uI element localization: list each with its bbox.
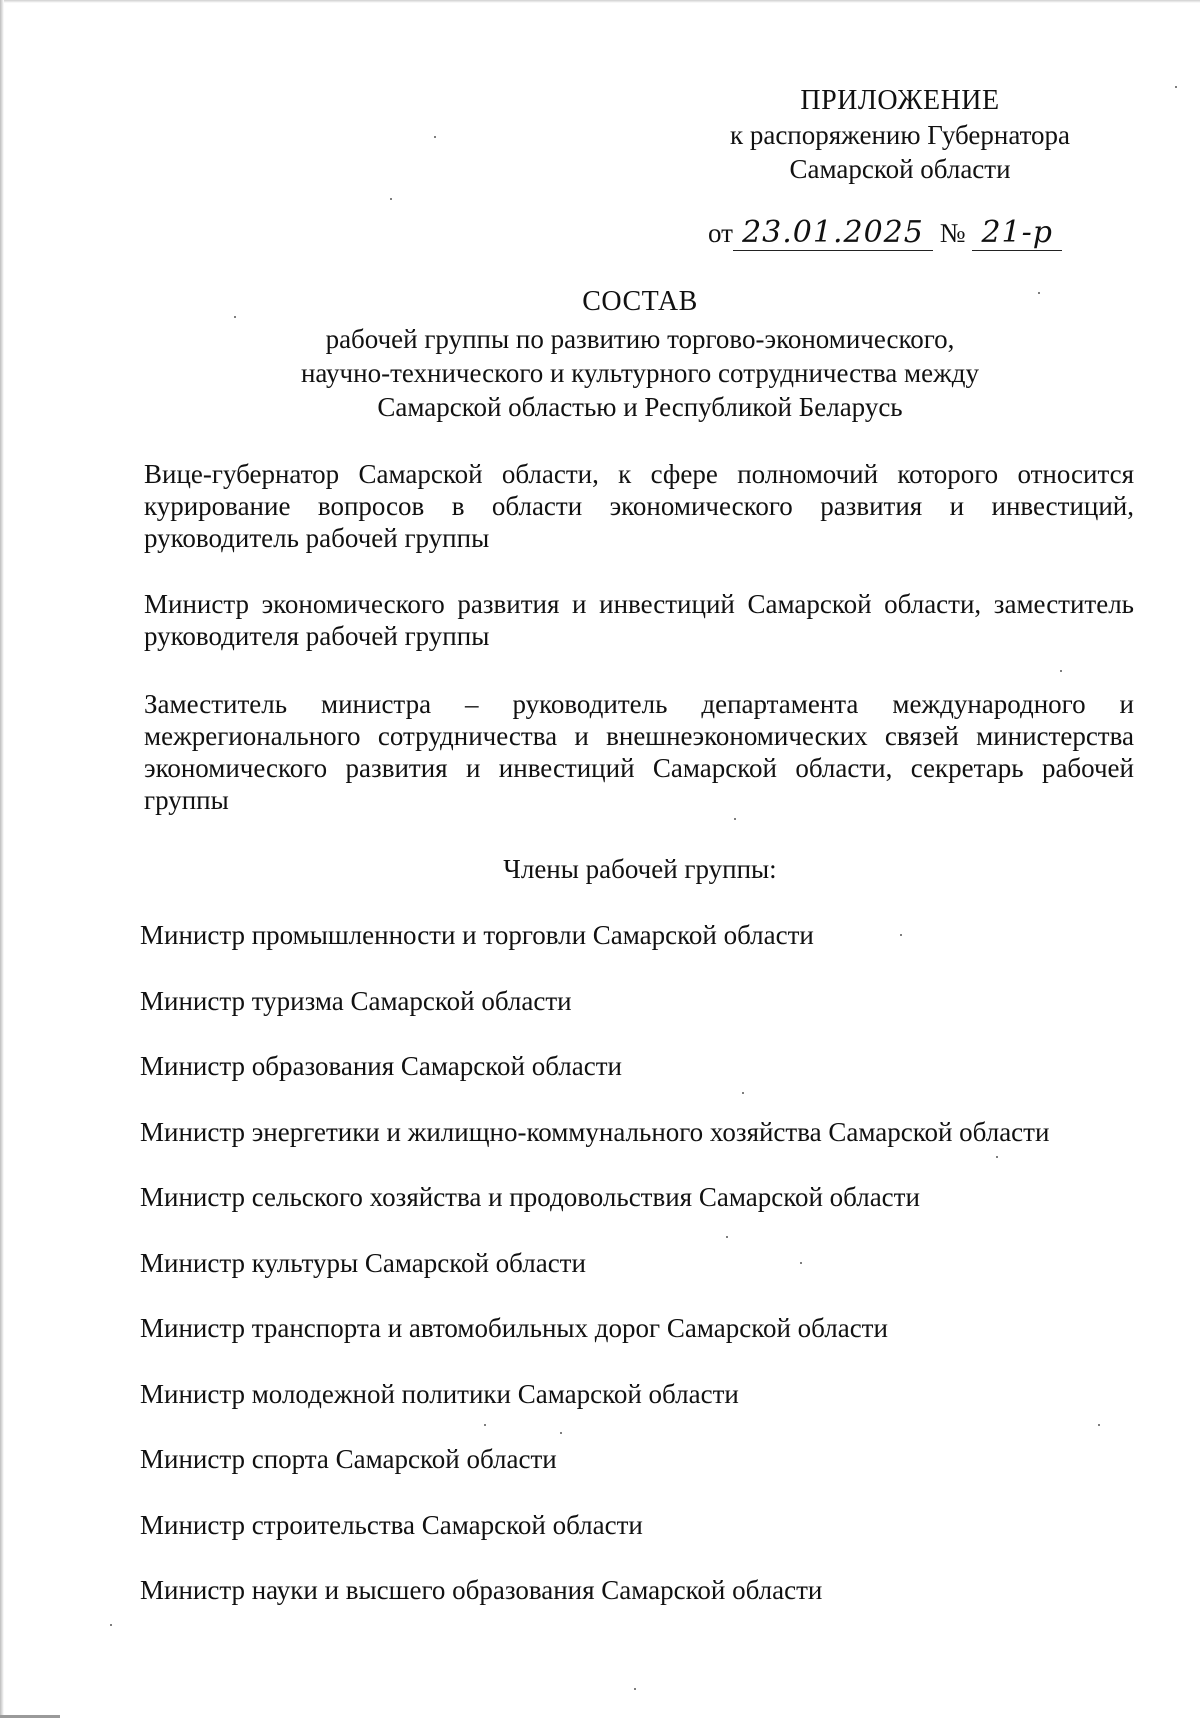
members-list	[140, 918, 1140, 1639]
leadership-deputy-text: Министр экономического развития и инвестиций Самарской области, заместитель руководителя рабочей группы	[144, 589, 1134, 651]
decree-date-handwritten: 23.01.2025	[733, 216, 933, 251]
scan-edge-top	[0, 0, 1200, 3]
member-item: Министр науки и высшего образования Самарской области	[140, 1575, 823, 1605]
decree-number-sign: №	[939, 218, 966, 248]
member-item: Министр транспорта и автомобильных дорог Самарской области	[140, 1313, 888, 1343]
members-heading: Члены рабочей группы:	[503, 854, 777, 884]
member-item: Министр промышленности и торговли Самарской области	[140, 920, 814, 950]
appendix-line-2: к распоряжению Губернатора	[729, 120, 1071, 150]
leadership-head	[144, 458, 1134, 554]
scan-speck	[634, 1688, 636, 1690]
title-line-1: рабочей группы по развитию торгово-экономического,	[325, 324, 955, 354]
decree-number-handwritten: 21-р	[972, 216, 1062, 251]
member-item: Министр образования Самарской области	[140, 1051, 622, 1081]
scan-speck	[734, 818, 736, 820]
appendix-title: ПРИЛОЖЕНИЕ	[800, 85, 1000, 116]
title-line-3: Самарской областью и Республикой Беларусь	[377, 392, 903, 422]
member-item: Министр молодежной политики Самарской области	[140, 1378, 739, 1409]
member-item: Министр спорта Самарской области	[140, 1444, 557, 1474]
leadership-secretary	[144, 688, 1134, 816]
member-item: Министр энергетики и жилищно-коммунального хозяйства Самарской области	[140, 1116, 1050, 1147]
scan-speck	[390, 198, 392, 200]
leadership-head-text: Вице-губернатор Самарской области, к сфере полномочий которого относится курирование вопросов в области экономического развития и инвестиций, руководитель рабочей группы	[144, 459, 1134, 553]
appendix-line-3: Самарской области	[789, 154, 1011, 184]
scan-speck	[1060, 670, 1062, 672]
scan-edge-left	[0, 0, 4, 1718]
member-item: Министр строительства Самарской области	[140, 1509, 643, 1540]
leadership-deputy	[144, 588, 1134, 652]
document-heading: СОСТАВ	[582, 286, 698, 317]
scan-speck	[110, 1624, 112, 1626]
document-title	[140, 282, 1140, 424]
member-item: Министр культуры Самарской области	[140, 1247, 586, 1278]
scan-speck	[434, 136, 436, 138]
decree-date-number	[708, 216, 1088, 251]
leadership-secretary-text: Заместитель министра – руководитель департамента международного и межрегионального сотрудничества и внешнеэкономических связей министерства экономического развития и инвестиций Самарской области, секретарь рабочей группы	[144, 689, 1134, 815]
member-item: Министр сельского хозяйства и продовольствия Самарской области	[140, 1182, 920, 1212]
decree-from-label: от	[708, 218, 733, 248]
member-item: Министр туризма Самарской области	[140, 985, 572, 1016]
scan-speck	[1175, 86, 1177, 88]
title-line-2: научно-технического и культурного сотрудничества между	[300, 358, 980, 388]
appendix-header	[700, 84, 1100, 186]
